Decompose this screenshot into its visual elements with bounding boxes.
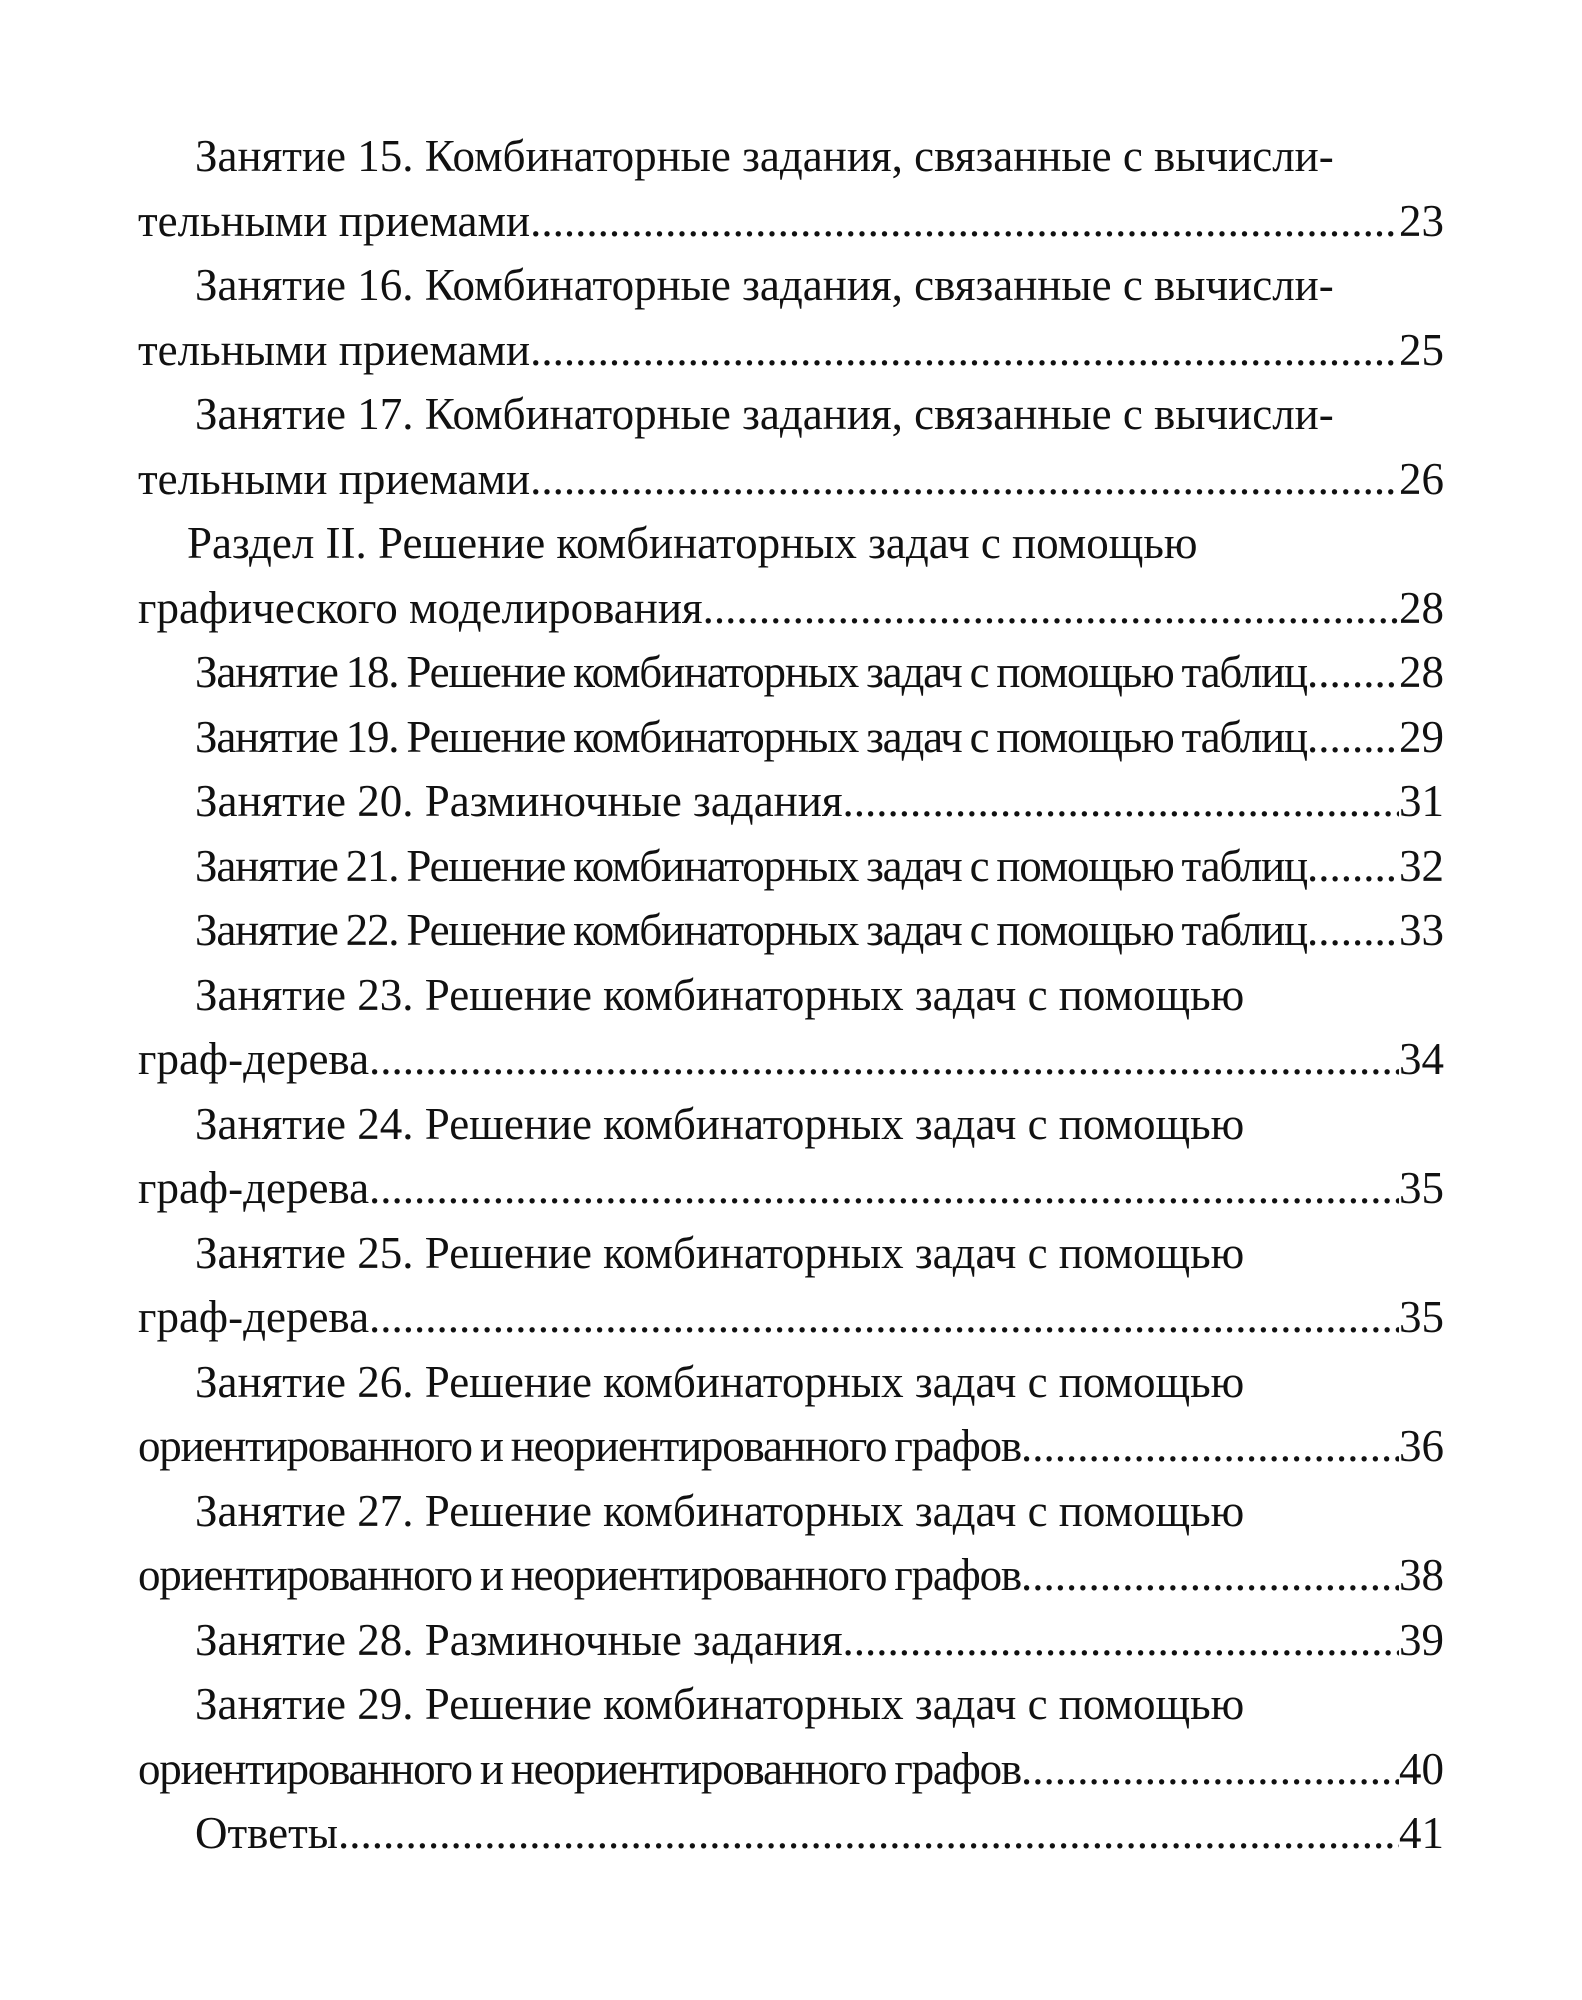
dot-leader bbox=[1021, 1737, 1399, 1802]
dot-leader bbox=[369, 1027, 1399, 1092]
dot-leader bbox=[369, 1285, 1399, 1350]
toc-page-number: 38 bbox=[1399, 1550, 1444, 1600]
toc-entry-row[interactable] bbox=[138, 1543, 1444, 1608]
toc-page-number: 35 bbox=[1399, 1163, 1444, 1213]
toc-entry-row[interactable] bbox=[138, 1608, 1444, 1673]
toc-entry-row[interactable] bbox=[138, 834, 1444, 899]
toc-entry-row[interactable] bbox=[138, 898, 1444, 963]
toc-entry-title-line bbox=[138, 1092, 1444, 1157]
toc-entry-title: Занятие 16. Комбинаторные задания, связанные с вычисли- bbox=[195, 260, 1334, 310]
toc-entry-row[interactable] bbox=[138, 769, 1444, 834]
toc-entry-title: Ответы bbox=[195, 1808, 339, 1858]
toc-entry-row[interactable] bbox=[138, 1801, 1444, 1866]
toc-entry-row[interactable] bbox=[138, 1414, 1444, 1479]
toc-page-number: 28 bbox=[1399, 647, 1444, 697]
toc-entry-title: Занятие 17. Комбинаторные задания, связанные с вычисли- bbox=[195, 389, 1334, 439]
toc-section-title-line bbox=[138, 511, 1444, 576]
toc-page-number: 29 bbox=[1399, 711, 1444, 762]
toc-entry-title: Занятие 22. Решение комбинаторных задач с помощью таблиц bbox=[195, 905, 1307, 955]
toc-entry-row[interactable] bbox=[138, 318, 1444, 383]
toc-entry-row[interactable] bbox=[138, 1285, 1444, 1350]
toc-page-number: 39 bbox=[1399, 1614, 1444, 1665]
toc-entry-title: Занятие 26. Решение комбинаторных задач с помощью bbox=[195, 1356, 1245, 1407]
toc-entry-title-line bbox=[138, 963, 1444, 1028]
toc-entry-title-line bbox=[138, 253, 1444, 318]
toc-entry-title-line bbox=[138, 1672, 1444, 1737]
toc-entry-row[interactable] bbox=[138, 1027, 1444, 1092]
toc-entry-title-continued: граф-дерева bbox=[138, 1163, 370, 1213]
toc-entry-title-line bbox=[138, 1350, 1444, 1415]
toc-entry-title: Занятие 20. Разминочные задания bbox=[195, 776, 843, 826]
toc-page-number: 25 bbox=[1399, 324, 1444, 375]
dot-leader bbox=[703, 576, 1399, 641]
toc-page-number: 23 bbox=[1399, 195, 1444, 246]
toc-entry-title: Занятие 18. Решение комбинаторных задач с помощью таблиц bbox=[195, 647, 1307, 697]
toc-entry-row[interactable] bbox=[138, 189, 1444, 254]
toc-entry-title-continued: ориентированного и неориентированного графов bbox=[138, 1743, 1021, 1794]
toc-page-number: 36 bbox=[1399, 1421, 1444, 1471]
toc-entry-title-line bbox=[138, 1221, 1444, 1286]
toc-entry-title: Занятие 29. Решение комбинаторных задач с помощью bbox=[195, 1679, 1245, 1729]
toc-entry-title-continued: тельными приемами bbox=[138, 324, 531, 375]
toc-entry-title: Занятие 24. Решение комбинаторных задач с помощью bbox=[195, 1098, 1245, 1149]
toc-entry-title-continued: ориентированного и неориентированного графов bbox=[138, 1421, 1021, 1471]
toc-entry-title-continued: граф-дерева bbox=[138, 1292, 370, 1342]
toc-page-number: 26 bbox=[1399, 453, 1444, 504]
dot-leader bbox=[338, 1801, 1399, 1866]
dot-leader bbox=[843, 769, 1399, 834]
toc-entry-row[interactable] bbox=[138, 1737, 1444, 1802]
toc-page-number: 34 bbox=[1399, 1034, 1444, 1084]
toc-entry-row[interactable] bbox=[138, 705, 1444, 770]
toc-section-title-continued: графического моделирования bbox=[138, 582, 703, 633]
dot-leader bbox=[530, 447, 1399, 512]
dot-leader bbox=[530, 318, 1399, 383]
dot-leader bbox=[1307, 898, 1399, 963]
dot-leader bbox=[1307, 834, 1399, 899]
dot-leader bbox=[1021, 1414, 1399, 1479]
toc-entry-row[interactable] bbox=[138, 447, 1444, 512]
toc-entry-row[interactable] bbox=[138, 1156, 1444, 1221]
toc-entry-title-continued: граф-дерева bbox=[138, 1034, 370, 1084]
toc-entry-title: Занятие 28. Разминочные задания bbox=[195, 1614, 843, 1665]
dot-leader bbox=[1307, 705, 1399, 770]
dot-leader bbox=[369, 1156, 1399, 1221]
toc-entry-title: Занятие 27. Решение комбинаторных задач с помощью bbox=[195, 1485, 1245, 1536]
dot-leader bbox=[843, 1608, 1399, 1673]
toc-entry-title: Занятие 15. Комбинаторные задания, связанные с вычисли- bbox=[195, 131, 1334, 181]
toc-entry-title: Занятие 25. Решение комбинаторных задач с помощью bbox=[195, 1227, 1245, 1278]
toc-entry-title-continued: тельными приемами bbox=[138, 195, 531, 246]
toc-page-number: 41 bbox=[1399, 1808, 1444, 1858]
toc-entry-title: Занятие 23. Решение комбинаторных задач с помощью bbox=[195, 969, 1245, 1020]
toc-page-number: 28 bbox=[1399, 582, 1444, 633]
table-of-contents bbox=[138, 124, 1444, 1866]
toc-page-number: 40 bbox=[1399, 1743, 1444, 1794]
dot-leader bbox=[1307, 640, 1399, 705]
dot-leader bbox=[530, 189, 1399, 254]
toc-entry-title-line bbox=[138, 1479, 1444, 1544]
toc-page-number: 33 bbox=[1399, 905, 1444, 955]
toc-page-number: 35 bbox=[1399, 1292, 1444, 1342]
toc-entry-title: Занятие 19. Решение комбинаторных задач с помощью таблиц bbox=[195, 711, 1307, 762]
toc-page-number: 31 bbox=[1399, 776, 1444, 826]
toc-entry-title-line bbox=[138, 124, 1444, 189]
toc-entry-title-continued: тельными приемами bbox=[138, 453, 531, 504]
toc-page-number: 32 bbox=[1399, 840, 1444, 891]
toc-section-title: Раздел II. Решение комбинаторных задач с помощью bbox=[187, 518, 1198, 568]
dot-leader bbox=[1021, 1543, 1399, 1608]
toc-entry-title-continued: ориентированного и неориентированного графов bbox=[138, 1550, 1021, 1600]
toc-section-row[interactable] bbox=[138, 576, 1444, 641]
toc-entry-title: Занятие 21. Решение комбинаторных задач с помощью таблиц bbox=[195, 840, 1307, 891]
toc-entry-title-line bbox=[138, 382, 1444, 447]
toc-entry-row[interactable] bbox=[138, 640, 1444, 705]
